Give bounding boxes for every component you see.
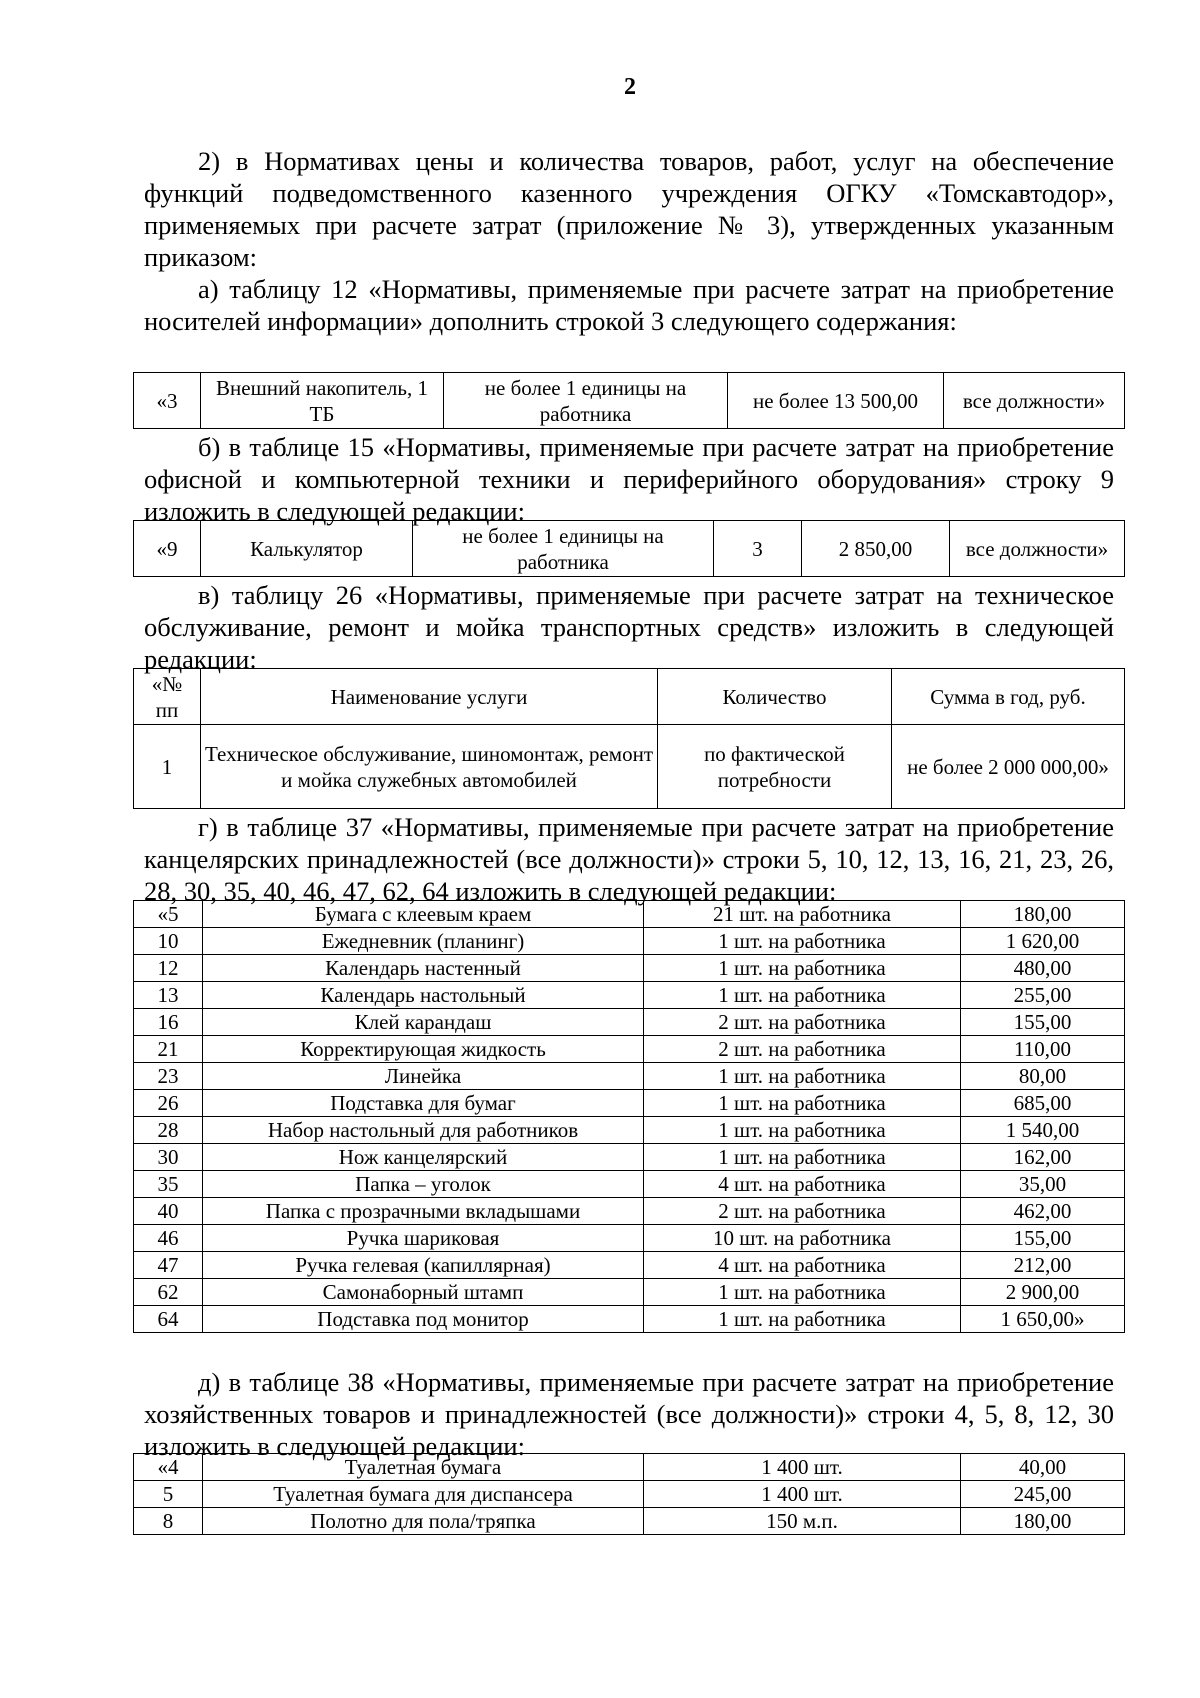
cell: 255,00 [961,982,1125,1009]
table-row [134,1117,1125,1144]
cell: 1 шт. на работника [644,1306,961,1333]
paragraph-v: в) таблицу 26 «Нормативы, применяемые при расчете затрат на техническое обслуживание, ремонт и мойка транспортных средств» изложить в следующей редакции: [144,580,1114,674]
cell: 1 540,00 [961,1117,1125,1144]
cell: 64 [134,1306,203,1333]
cell: 462,00 [961,1198,1125,1225]
cell: 480,00 [961,955,1125,982]
cell: 180,00 [961,1508,1125,1535]
cell: Клей карандаш [203,1009,644,1036]
header-cell: «№ пп [134,669,201,725]
paragraph-b: б) в таблице 15 «Нормативы, применяемые при расчете затрат на приобретение офисной и компьютерной техники и периферийного оборудования» строку 9 изложить в следующей редакции: [144,432,1114,526]
cell: не более 1 единицы на работника [444,373,728,429]
cell: 1 шт. на работника [644,1117,961,1144]
table-row [134,1009,1125,1036]
cell: 155,00 [961,1225,1125,1252]
cell: 2 шт. на работника [644,1198,961,1225]
cell: Календарь настольный [203,982,644,1009]
cell: 1 400 шт. [644,1481,961,1508]
cell: 110,00 [961,1036,1125,1063]
paragraph-2: 2) в Нормативах цены и количества товаров, работ, услуг на обеспечение функций подведомственного казенного учреждения ОГКУ «Томскавтодор», применяемых при расчете затрат (приложение № 3), утвержденных указанным приказом: [144,146,1114,272]
table-row [134,1198,1125,1225]
table-26 [133,668,1125,809]
cell: 23 [134,1063,203,1090]
cell: Калькулятор [201,521,413,577]
table-row [134,1036,1125,1063]
cell: все должности» [944,373,1125,429]
cell: 2 шт. на работника [644,1036,961,1063]
cell: Техническое обслуживание, шиномонтаж, ремонт и мойка служебных автомобилей [201,725,658,809]
table-row [134,955,1125,982]
cell: 10 [134,928,203,955]
cell: 16 [134,1009,203,1036]
table-row [134,1306,1125,1333]
cell: 26 [134,1090,203,1117]
cell: Папка с прозрачными вкладышами [203,1198,644,1225]
cell: все должности» [950,521,1125,577]
table-row [134,1508,1125,1535]
cell: 1 шт. на работника [644,928,961,955]
header-cell: Наименование услуги [201,669,658,725]
cell: 35,00 [961,1171,1125,1198]
cell: 40 [134,1198,203,1225]
cell: Туалетная бумага для диспансера [203,1481,644,1508]
cell: 245,00 [961,1481,1125,1508]
page-number: 2 [624,74,636,100]
cell: Набор настольный для работников [203,1117,644,1144]
cell: не более 13 500,00 [728,373,944,429]
cell: 180,00 [961,901,1125,928]
cell: 155,00 [961,1009,1125,1036]
cell: «4 [134,1454,203,1481]
table-15-row [133,520,1125,577]
table-38 [133,1453,1125,1535]
cell: 21 [134,1036,203,1063]
cell: «3 [134,373,201,429]
table-row [134,928,1125,955]
cell: 4 шт. на работника [644,1171,961,1198]
cell: 162,00 [961,1144,1125,1171]
cell: Подставка для бумаг [203,1090,644,1117]
cell: 212,00 [961,1252,1125,1279]
cell: «9 [134,521,201,577]
cell: Ежедневник (планинг) [203,928,644,955]
table-row [134,1090,1125,1117]
cell: Календарь настенный [203,955,644,982]
cell: 10 шт. на работника [644,1225,961,1252]
cell: Туалетная бумага [203,1454,644,1481]
cell: 1 шт. на работника [644,955,961,982]
cell: 2 900,00 [961,1279,1125,1306]
cell: 1 400 шт. [644,1454,961,1481]
paragraph-d: д) в таблице 38 «Нормативы, применяемые при расчете затрат на приобретение хозяйственных товаров и принадлежностей (все должности)» строки 4, 5, 8, 12, 30 изложить в следующей редакции: [144,1367,1114,1461]
cell: 1 620,00 [961,928,1125,955]
cell: Папка – уголок [203,1171,644,1198]
cell: Внешний накопитель, 1 ТБ [201,373,444,429]
cell: не более 2 000 000,00» [892,725,1125,809]
cell: 3 [714,521,802,577]
cell: 62 [134,1279,203,1306]
cell: 4 шт. на работника [644,1252,961,1279]
table-12-row [133,372,1125,429]
cell: 35 [134,1171,203,1198]
paragraph-g: г) в таблице 37 «Нормативы, применяемые при расчете затрат на приобретение канцелярских принадлежностей (все должности)» строки 5, 10, 12, 13, 16, 21, 23, 26, 28, 30, 35, 40, 46, 47, 62, 64 изложить в следующей редакции: [144,812,1114,906]
cell: 1 шт. на работника [644,1063,961,1090]
cell: не более 1 единицы на работника [413,521,714,577]
cell: Корректирующая жидкость [203,1036,644,1063]
table-row [134,1063,1125,1090]
cell: Линейка [203,1063,644,1090]
paragraph-a: а) таблицу 12 «Нормативы, применяемые при расчете затрат на приобретение носителей информации» дополнить строкой 3 следующего содержания: [144,274,1114,336]
cell: 40,00 [961,1454,1125,1481]
cell: 28 [134,1117,203,1144]
cell: 685,00 [961,1090,1125,1117]
cell: Нож канцелярский [203,1144,644,1171]
cell: Бумага с клеевым краем [203,901,644,928]
table-row [134,1144,1125,1171]
cell: 5 [134,1481,203,1508]
cell: 30 [134,1144,203,1171]
cell: «5 [134,901,203,928]
cell: 47 [134,1252,203,1279]
cell: 1 шт. на работника [644,1090,961,1117]
cell: 8 [134,1508,203,1535]
cell: 21 шт. на работника [644,901,961,928]
cell: 12 [134,955,203,982]
table-row [134,1252,1125,1279]
table-37 [133,900,1125,1333]
cell: Ручка шариковая [203,1225,644,1252]
header-cell: Сумма в год, руб. [892,669,1125,725]
cell: 1 шт. на работника [644,1279,961,1306]
table-row [134,1171,1125,1198]
cell: 2 шт. на работника [644,1009,961,1036]
cell: 80,00 [961,1063,1125,1090]
cell: Подставка под монитор [203,1306,644,1333]
cell: 150 м.п. [644,1508,961,1535]
table-row [134,901,1125,928]
cell: Ручка гелевая (капиллярная) [203,1252,644,1279]
table-row [134,1454,1125,1481]
cell: 1 650,00» [961,1306,1125,1333]
cell: Полотно для пола/тряпка [203,1508,644,1535]
cell: 1 [134,725,201,809]
cell: по фактической потребности [658,725,892,809]
cell: 13 [134,982,203,1009]
cell: Самонаборный штамп [203,1279,644,1306]
cell: 1 шт. на работника [644,982,961,1009]
table-row [134,1481,1125,1508]
cell: 46 [134,1225,203,1252]
header-cell: Количество [658,669,892,725]
cell: 2 850,00 [802,521,950,577]
table-row [134,1225,1125,1252]
table-row [134,1279,1125,1306]
cell: 1 шт. на работника [644,1144,961,1171]
table-row [134,982,1125,1009]
